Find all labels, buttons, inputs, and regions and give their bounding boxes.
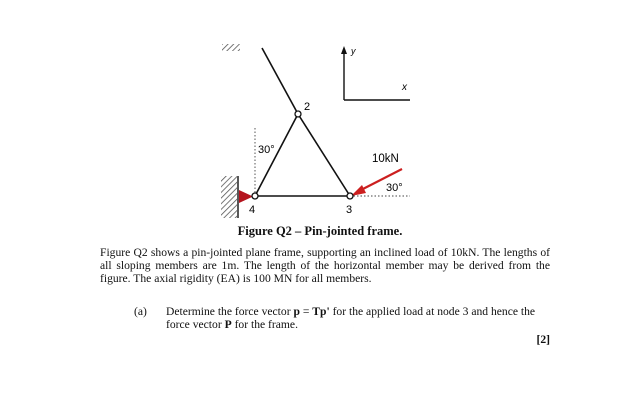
vector-p-prime: p' — [320, 305, 330, 318]
node-3 — [347, 193, 353, 199]
question-text-part-2: for the applied load at node 3 and hence the force vector — [166, 305, 536, 332]
pin-support-triangle — [239, 190, 253, 203]
node-2 — [295, 111, 301, 117]
node-label-4: 4 — [249, 204, 256, 216]
question-text — [166, 305, 550, 331]
x-axis-label: x — [402, 82, 407, 93]
wall-support-hatch — [221, 176, 237, 218]
load-label: 10kN — [372, 153, 399, 165]
equals-sign: = — [299, 305, 313, 318]
node-label-3: 3 — [346, 204, 353, 216]
vector-P: P — [224, 318, 232, 332]
angle-label-right: 30° — [386, 182, 403, 194]
node-label-2: 2 — [304, 101, 311, 113]
marks-label: [2] — [536, 333, 550, 346]
node-4 — [252, 193, 258, 199]
angle-label-left: 30° — [258, 144, 275, 156]
problem-description: Figure Q2 shows a pin-jointed plane frame, supporting an inclined load of 10kN. The lengths of all sloping members are 1m. The length of the horizontal member may be derived from the figure. The axial rigidity (EA) is 100 MN for all members. — [100, 246, 550, 286]
question-text-part-1: Determine the force vector — [166, 305, 294, 318]
y-axis-arrow — [341, 46, 347, 54]
y-axis-label: y — [351, 46, 356, 56]
figure-caption: Figure Q2 – Pin-jointed frame. — [237, 224, 403, 238]
top-support-hatch — [222, 44, 240, 51]
question-label: (a) — [134, 305, 147, 318]
member-2-3 — [298, 114, 350, 196]
question-text-part-3: for the frame. — [231, 318, 298, 332]
vector-p: p — [293, 305, 300, 318]
matrix-T: T — [312, 305, 320, 318]
member-support-to-node-2 — [262, 48, 298, 114]
